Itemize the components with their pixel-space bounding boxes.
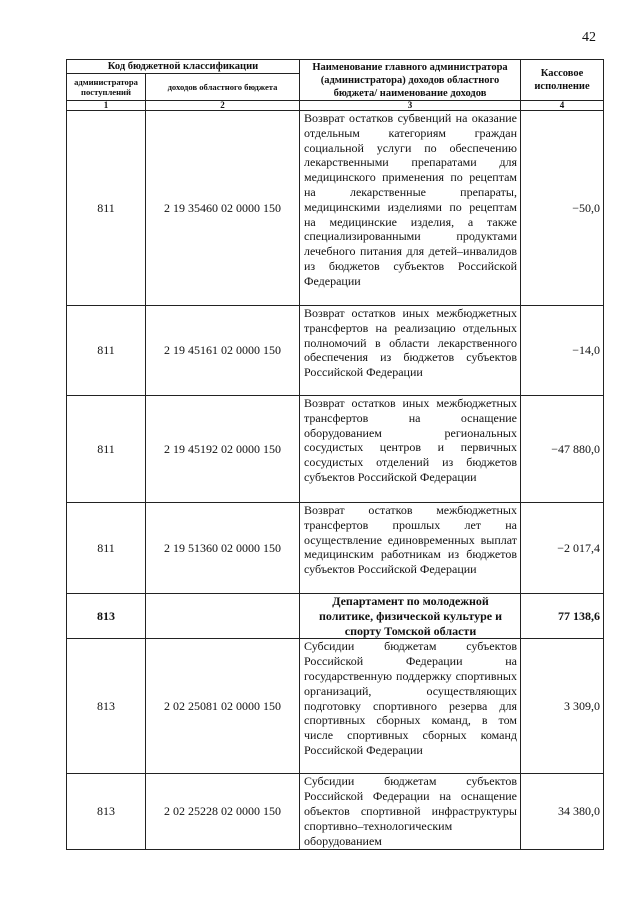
row-amount: 34 380,0	[521, 774, 604, 850]
row-income-code	[146, 594, 300, 639]
header-cash-execution: Кассовое исполнение	[521, 60, 604, 101]
table-row	[67, 396, 604, 503]
row-admin-code: 811	[67, 396, 146, 503]
row-admin-code: 811	[67, 503, 146, 594]
row-income-code: 2 19 45161 02 0000 150	[146, 306, 300, 396]
row-amount: −47 880,0	[521, 396, 604, 503]
column-number-3: 3	[300, 101, 521, 111]
header-budget-classification-code: Код бюджетной классификации	[67, 60, 300, 74]
table-row	[67, 639, 604, 774]
header-income-code: доходов областного бюджета	[146, 74, 300, 101]
column-number-4: 4	[521, 101, 604, 111]
row-amount: 3 309,0	[521, 639, 604, 774]
row-income-name: Возврат остатков иных межбюджетных трансфертов на оснащение оборудованием региональных сосудистых центров и первичных сосудистых отделений из бюджетов субъектов Российской Федерации	[300, 396, 521, 503]
row-income-code: 2 19 45192 02 0000 150	[146, 396, 300, 503]
row-income-name: Субсидии бюджетам субъектов Российской Федерации на государственную поддержку спортивных организаций, осуществляющих подготовку спортивного резерва для спортивных сборных команд, в том числе спортивных сборных команд Российской Федерации	[300, 639, 521, 774]
row-amount: 77 138,6	[521, 594, 604, 639]
column-number-1: 1	[67, 101, 146, 111]
row-admin-code: 813	[67, 594, 146, 639]
budget-revenue-table	[66, 59, 604, 850]
page-number: 42	[582, 30, 596, 45]
row-amount: −2 017,4	[521, 503, 604, 594]
column-number-2: 2	[146, 101, 300, 111]
table-row	[67, 503, 604, 594]
row-admin-code: 813	[67, 774, 146, 850]
header-administrator-code: администратора поступлений	[67, 74, 146, 101]
row-income-code: 2 19 51360 02 0000 150	[146, 503, 300, 594]
table-row	[67, 111, 604, 306]
table-header-row	[67, 60, 604, 74]
row-income-name: Субсидии бюджетам субъектов Российской Федерации на оснащение объектов спортивной инфраструктуры спортивно–технологическим оборудованием	[300, 774, 521, 850]
row-amount: −50,0	[521, 111, 604, 306]
row-admin-code: 811	[67, 306, 146, 396]
row-income-code: 2 02 25228 02 0000 150	[146, 774, 300, 850]
row-income-name: Возврат остатков иных межбюджетных трансфертов на реализацию отдельных полномочий в области лекарственного обеспечения из бюджетов субъектов Российской Федерации	[300, 306, 521, 396]
row-income-code: 2 19 35460 02 0000 150	[146, 111, 300, 306]
row-income-name: Возврат остатков субвенций на оказание отдельным категориям граждан социальной услуги по обеспечению лекарственными препаратами для медицинского применения по рецептам на лекарственные препараты, медицинскими изделиями по рецептам на медицинские изделия, а также специализированными продуктами лечебного питания для детей–инвалидов из бюджетов субъектов Российской Федерации	[300, 111, 521, 306]
row-amount: −14,0	[521, 306, 604, 396]
table-row	[67, 774, 604, 850]
row-admin-code: 813	[67, 639, 146, 774]
department-row	[67, 594, 604, 639]
column-number-row	[67, 101, 604, 111]
header-administrator-name: Наименование главного администратора (администратора) доходов областного бюджета/ наименование доходов	[300, 60, 521, 101]
table-row	[67, 306, 604, 396]
row-income-name: Возврат остатков межбюджетных трансфертов прошлых лет на осуществление единовременных выплат медицинским работникам из бюджетов субъектов Российской Федерации	[300, 503, 521, 594]
department-name: Департамент по молодежной политике, физической культуре и спорту Томской области	[300, 594, 521, 639]
row-income-code: 2 02 25081 02 0000 150	[146, 639, 300, 774]
row-admin-code: 811	[67, 111, 146, 306]
